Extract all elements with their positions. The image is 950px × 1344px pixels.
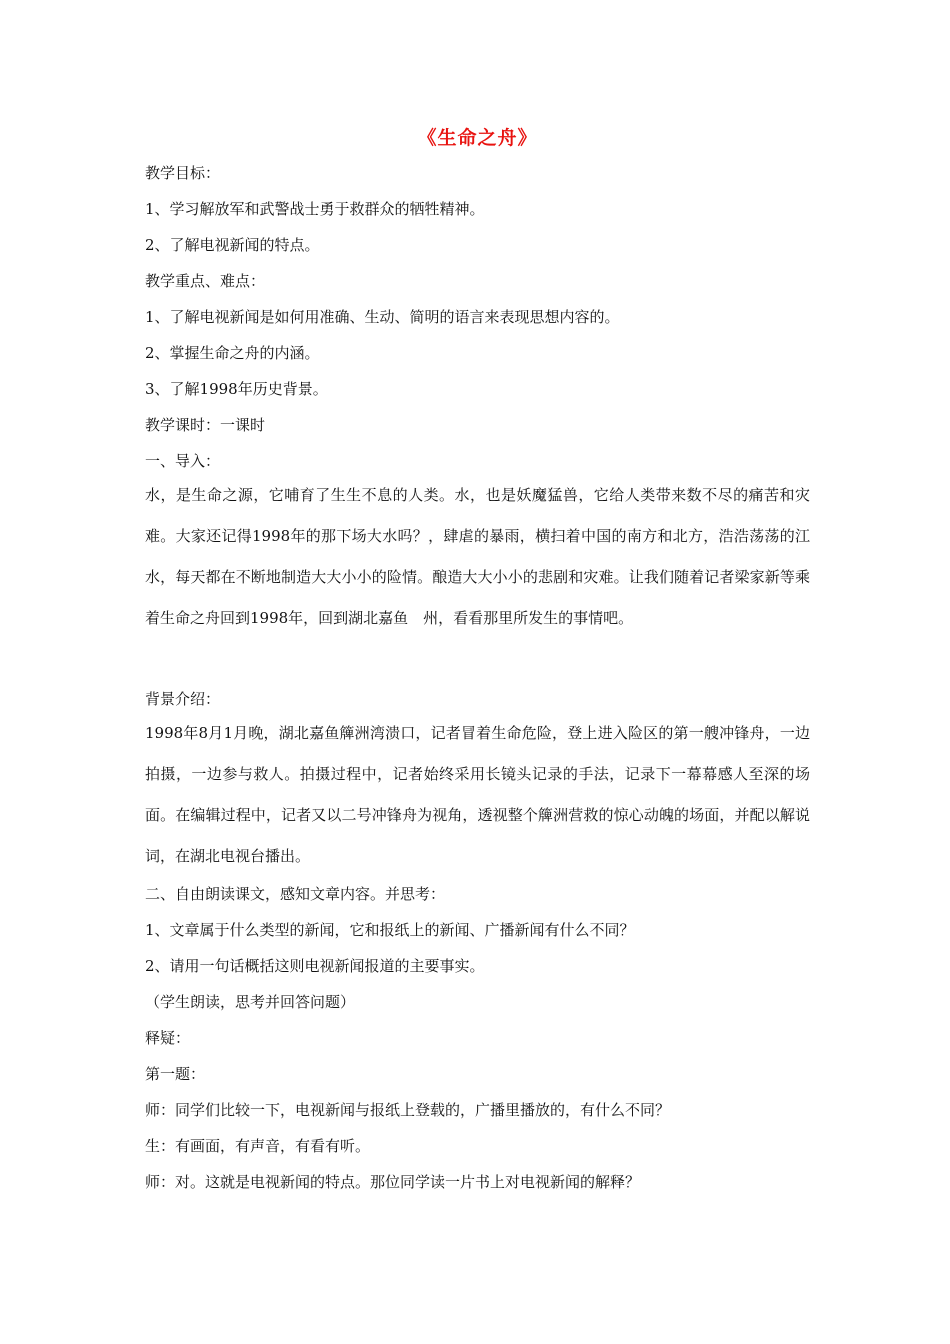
document-title: 《生命之舟》 xyxy=(417,127,538,149)
objectives-heading: 教学目标： xyxy=(145,164,221,182)
dialogue-line: 生：有画面，有声音，有看有听。 xyxy=(145,1137,371,1155)
first-question-heading: 第一题： xyxy=(145,1065,206,1083)
objective-item: 1、学习解放军和武警战士勇于救群众的牺牲精神。 xyxy=(145,200,485,218)
objective-item: 2、了解电视新闻的特点。 xyxy=(145,236,320,254)
intro-paragraph: 水，是生命之源，它哺育了生生不息的人类。水，也是妖魔猛兽，它给人类带来数不尽的痛苦和灾难。大家还记得1998年的那下场大水吗？，肆虐的暴雨，横扫着中国的南方和北方，浩浩荡荡的江水，每天都在不断地制造大大小小的险情。酿造大大小小的悲剧和灾难。让我们随着记者梁家新等乘着生命之舟回到1998年，回到湖北嘉鱼 州，看看那里所发生的事情吧。 xyxy=(145,486,810,627)
background-heading: 背景介绍： xyxy=(145,690,221,708)
question-item: 2、请用一句话概括这则电视新闻报道的主要事实。 xyxy=(145,957,485,975)
dialogue-line: 师：对。这就是电视新闻的特点。那位同学读一片书上对电视新闻的解释？ xyxy=(145,1173,641,1191)
question-item: 1、文章属于什么类型的新闻，它和报纸上的新闻、广播新闻有什么不同？ xyxy=(145,921,635,939)
class-hours: 教学课时：一课时 xyxy=(145,416,266,434)
key-point-item: 1、了解电视新闻是如何用准确、生动、简明的语言来表现思想内容的。 xyxy=(145,308,620,326)
section-heading-intro: 一、导入： xyxy=(145,452,221,470)
section-heading-reading: 二、自由朗读课文，感知文章内容。并思考： xyxy=(145,885,446,903)
key-point-item: 3、了解1998年历史背景。 xyxy=(145,380,328,398)
background-paragraph: 1998年8月1月晚，湖北嘉鱼簰洲湾溃口，记者冒着生命危险，登上进入险区的第一艘冲锋舟，一边拍摄，一边参与救人。拍摄过程中，记者始终采用长镜头记录的手法，记录下一幕幕感人至深的场面。在编辑过程中，记者又以二号冲锋舟为视角，透视整个簰洲营救的惊心动魄的场面，并配以解说词，在湖北电视台播出。 xyxy=(145,724,810,865)
dialogue-line: 师：同学们比较一下，电视新闻与报纸上登载的，广播里播放的，有什么不同？ xyxy=(145,1101,671,1119)
student-note: （学生朗读，思考并回答问题） xyxy=(145,993,356,1011)
key-points-heading: 教学重点、难点： xyxy=(145,272,266,290)
key-point-item: 2、掌握生命之舟的内涵。 xyxy=(145,344,320,362)
explanation-heading: 释疑： xyxy=(145,1029,191,1047)
